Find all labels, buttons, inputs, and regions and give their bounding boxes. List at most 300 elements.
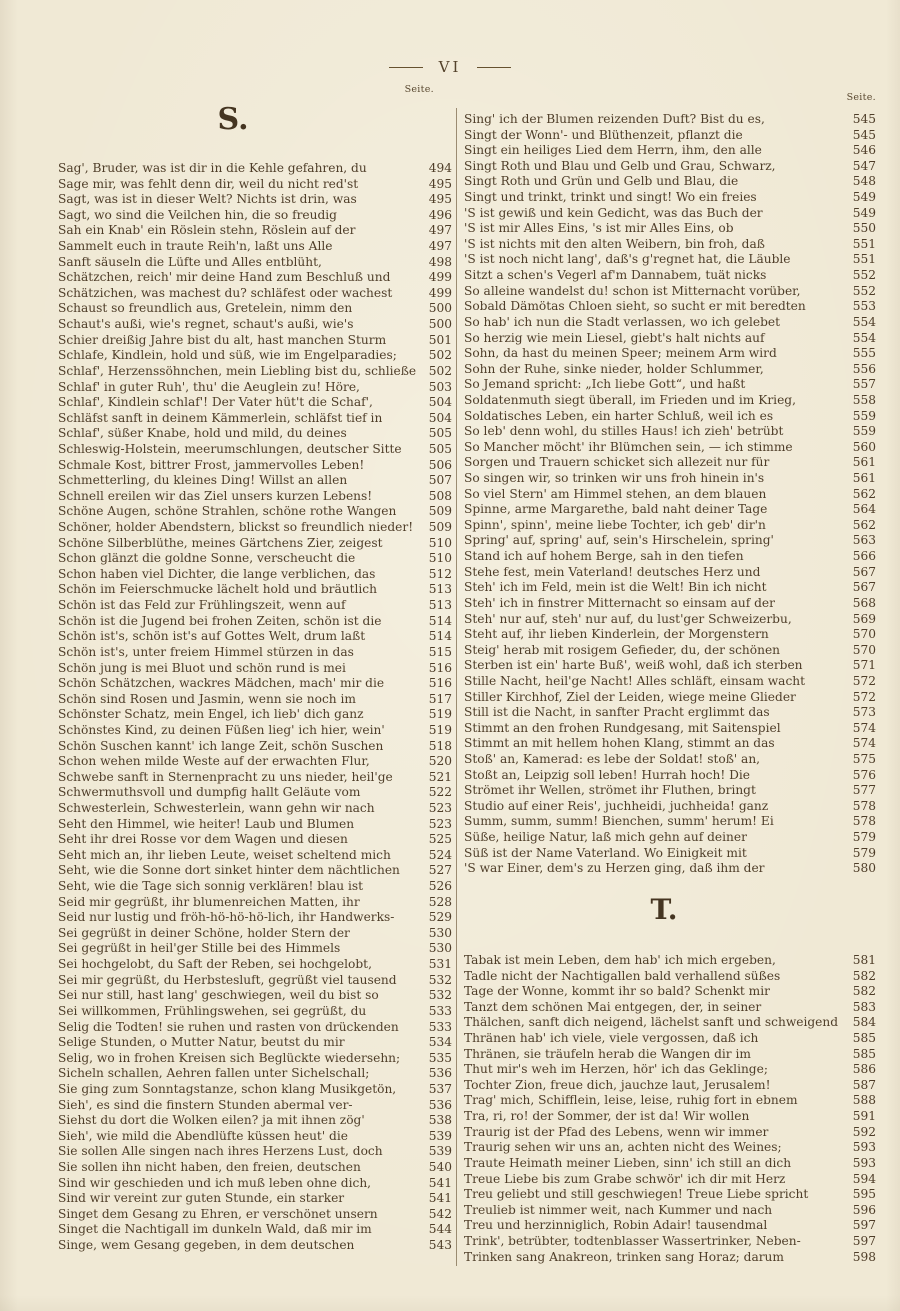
- seite-column-label-left: Seite.: [404, 84, 434, 95]
- entry-title: Steh' ich im Feld, mein ist die Welt! Bin ich nicht: [464, 580, 767, 595]
- index-entry: [58, 380, 452, 396]
- entry-page-number: 536: [428, 1066, 452, 1081]
- entry-page-number: 553: [852, 299, 876, 314]
- index-entry: [464, 1078, 876, 1094]
- entry-page-number: 594: [852, 1171, 876, 1186]
- section-heading-s: S.: [217, 102, 249, 137]
- entry-page-number: 500: [428, 317, 452, 332]
- index-entry: [58, 1098, 452, 1114]
- index-entry: [58, 1020, 452, 1036]
- entry-page-number: 532: [428, 988, 452, 1003]
- index-entry: [58, 567, 452, 583]
- entry-page-number: 533: [428, 1003, 452, 1018]
- entry-page-number: 526: [428, 879, 452, 894]
- entry-page-number: 501: [428, 332, 452, 347]
- entry-page-number: 541: [428, 1191, 452, 1206]
- index-entry: [464, 814, 876, 830]
- entry-title: Schon glänzt die goldne Sonne, verscheucht die: [58, 551, 356, 566]
- index-entry: [464, 174, 876, 190]
- entry-title: Sind wir vereint zur guten Stunde, ein starker: [58, 1191, 345, 1206]
- entry-page-number: 499: [428, 285, 452, 300]
- entry-page-number: 567: [852, 564, 876, 579]
- entry-title: Singt Roth und Blau und Gelb und Grau, Schwarz,: [464, 158, 776, 173]
- index-entry: [58, 988, 452, 1004]
- entry-title: Schon wehen milde Weste auf der erwachten Flur,: [58, 754, 370, 769]
- entry-page-number: 549: [852, 205, 876, 220]
- entry-title: Schlaf', Herzenssöhnchen, mein Liebling bist du, schließe: [58, 363, 417, 378]
- index-entry: [464, 643, 876, 659]
- entry-page-number: 554: [852, 314, 876, 329]
- entry-page-number: 578: [852, 814, 876, 829]
- index-entry: [464, 487, 876, 503]
- entry-page-number: 574: [852, 736, 876, 751]
- entry-page-number: 569: [852, 611, 876, 626]
- index-entry: [58, 614, 452, 630]
- entry-title: Sei nur still, hast lang' geschwiegen, weil du bist so: [58, 988, 379, 1003]
- entry-page-number: 504: [428, 410, 452, 425]
- index-entry: [464, 549, 876, 565]
- index-entry: [58, 739, 452, 755]
- entry-title: Seht den Himmel, wie heiter! Laub und Blumen: [58, 816, 355, 831]
- entry-title: So herzig wie mein Liesel, giebt's halt nichts auf: [464, 330, 765, 345]
- entry-page-number: 598: [852, 1249, 876, 1264]
- entry-title: Thränen, sie träufeln herab die Wangen dir im: [464, 1046, 751, 1061]
- index-entry: [58, 848, 452, 864]
- entry-page-number: 531: [428, 957, 452, 972]
- entry-title: Sicheln schallen, Aehren fallen unter Sichelschall;: [58, 1066, 370, 1081]
- entry-title: Stand ich auf hohem Berge, sah in den tiefen: [464, 549, 744, 564]
- entry-title: Singt Roth und Grün und Gelb und Blau, die: [464, 174, 739, 189]
- index-entry: [58, 551, 452, 567]
- entry-title: Traurig sehen wir uns an, achten nicht des Weines;: [464, 1140, 782, 1155]
- index-entry: [58, 895, 452, 911]
- entry-title: Singt ein heiliges Lied dem Herrn, ihm, den alle: [464, 143, 762, 158]
- index-entry: [58, 1176, 452, 1192]
- entry-title: Schön ist das Feld zur Frühlingszeit, wenn auf: [58, 598, 346, 613]
- entry-page-number: 539: [428, 1128, 452, 1143]
- entry-title: Schön Suschen kannt' ich lange Zeit, schön Suschen: [58, 738, 384, 753]
- index-entry: [464, 471, 876, 487]
- index-entry: [464, 424, 876, 440]
- entry-title: So hab' ich nun die Stadt verlassen, wo ich gelebet: [464, 314, 780, 329]
- entry-page-number: 499: [428, 270, 452, 285]
- entry-title: Schön sind Rosen und Jasmin, wenn sie noch im: [58, 691, 356, 706]
- entry-page-number: 504: [428, 395, 452, 410]
- entry-title: 'S ist mir Alles Eins, 's ist mir Alles Eins, ob: [464, 221, 734, 236]
- index-entry: [58, 286, 452, 302]
- entry-page-number: 512: [428, 566, 452, 581]
- entry-title: Seid mir gegrüßt, ihr blumenreichen Matten, ihr: [58, 894, 360, 909]
- entry-title: Steht auf, ihr lieben Kinderlein, der Morgenstern: [464, 627, 769, 642]
- entry-title: Sagt, was ist in dieser Welt? Nichts ist drin, was: [58, 192, 357, 207]
- entry-title: 'S ist noch nicht lang', daß's g'regnet hat, die Läuble: [464, 252, 791, 267]
- entry-page-number: 547: [852, 158, 876, 173]
- entry-page-number: 595: [852, 1187, 876, 1202]
- entry-title: Singet dem Gesang zu Ehren, er verschönet unsern: [58, 1206, 378, 1221]
- entry-title: Sei gegrüßt in deiner Schöne, holder Stern der: [58, 925, 350, 940]
- entry-page-number: 508: [428, 488, 452, 503]
- section-heading-t: T.: [650, 893, 678, 926]
- entry-title: Sie ging zum Sonntagstanze, schon klang Musikgetön,: [58, 1081, 397, 1096]
- index-entry: [464, 565, 876, 581]
- index-entry: [58, 785, 452, 801]
- entry-title: Schmale Kost, bittrer Frost, jammervolles Leben!: [58, 457, 365, 472]
- index-entry: [58, 863, 452, 879]
- entry-page-number: 536: [428, 1097, 452, 1112]
- entry-page-number: 559: [852, 424, 876, 439]
- entry-page-number: 498: [428, 254, 452, 269]
- index-entry: [464, 237, 876, 253]
- entry-page-number: 597: [852, 1218, 876, 1233]
- entry-page-number: 534: [428, 1035, 452, 1050]
- index-entry: [464, 596, 876, 612]
- entry-page-number: 581: [852, 953, 876, 967]
- entry-page-number: 561: [852, 455, 876, 470]
- index-entry: [464, 393, 876, 409]
- entry-page-number: 524: [428, 847, 452, 862]
- entry-title: Soldatenmuth siegt überall, im Frieden und im Krieg,: [464, 392, 796, 407]
- entry-title: Sah ein Knab' ein Röslein stehn, Röslein auf der: [58, 223, 356, 238]
- entry-title: Singt der Wonn'- und Blüthenzeit, pflanzt die: [464, 127, 743, 142]
- entry-page-number: 551: [852, 236, 876, 251]
- index-entry: [464, 1047, 876, 1063]
- index-entry: [58, 801, 452, 817]
- index-entry: [58, 520, 452, 536]
- index-entry: [58, 879, 452, 895]
- entry-title: Seht ihr drei Rosse vor dem Wagen und diesen: [58, 832, 348, 847]
- page-number: VI: [438, 58, 462, 76]
- entry-page-number: 560: [852, 439, 876, 454]
- entry-title: Schaust so freundlich aus, Gretelein, nimm den: [58, 301, 353, 316]
- entry-page-number: 525: [428, 832, 452, 847]
- index-entry: [58, 536, 452, 552]
- index-entry: [464, 612, 876, 628]
- entry-title: So leb' denn wohl, du stilles Haus! ich zieh' betrübt: [464, 424, 784, 439]
- entry-page-number: 519: [428, 722, 452, 737]
- entry-title: Schön ist's, schön ist's auf Gottes Welt, drum laßt: [58, 629, 366, 644]
- index-entry: [58, 1066, 452, 1082]
- entry-page-number: 588: [852, 1093, 876, 1108]
- index-entry: [464, 1172, 876, 1188]
- index-entry: [464, 533, 876, 549]
- entry-title: Sie sollen ihn nicht haben, den freien, deutschen: [58, 1160, 361, 1174]
- index-entry: [464, 362, 876, 378]
- entry-title: Summ, summ, summ! Bienchen, summ' herum! Ei: [464, 814, 774, 829]
- entry-page-number: 510: [428, 535, 452, 550]
- entry-page-number: 577: [852, 783, 876, 798]
- entry-page-number: 530: [428, 925, 452, 940]
- entry-page-number: 513: [428, 598, 452, 613]
- index-entry: [464, 674, 876, 690]
- index-entry: [58, 629, 452, 645]
- entry-page-number: 562: [852, 517, 876, 532]
- index-entry: [464, 1062, 876, 1078]
- index-entry: [464, 440, 876, 456]
- index-entry: [464, 1203, 876, 1219]
- entry-title: Steh' nur auf, steh' nur auf, du lust'ger Schweizerbu,: [464, 611, 792, 626]
- entry-title: 'S ist nichts mit den alten Weibern, bin froh, daß: [464, 236, 765, 251]
- index-entry: [58, 364, 452, 380]
- entry-title: Trinken sang Anakreon, trinken sang Horaz; darum: [464, 1249, 784, 1264]
- index-entry: [464, 346, 876, 362]
- entry-page-number: 502: [428, 363, 452, 378]
- index-entry: [58, 926, 452, 942]
- entry-page-number: 507: [428, 473, 452, 488]
- index-entry: [464, 128, 876, 144]
- entry-title: Tanzt dem schönen Mai entgegen, der, in seiner: [464, 999, 762, 1014]
- entry-page-number: 597: [852, 1233, 876, 1248]
- entry-title: Schmetterling, du kleines Ding! Willst an allen: [58, 473, 348, 488]
- entry-page-number: 549: [852, 190, 876, 205]
- entry-title: Schwesterlein, Schwesterlein, wann gehn wir nach: [58, 800, 375, 815]
- entry-page-number: 568: [852, 595, 876, 610]
- index-entry: [464, 455, 876, 471]
- entry-title: Sie sollen Alle singen nach ihres Herzens Lust, doch: [58, 1144, 383, 1159]
- entry-page-number: 535: [428, 1050, 452, 1065]
- index-entry: [58, 1129, 452, 1145]
- index-entry: [464, 1015, 876, 1031]
- entry-title: Schläfst sanft in deinem Kämmerlein, schläfst tief in: [58, 410, 383, 425]
- index-entry: [58, 598, 452, 614]
- entry-page-number: 530: [428, 941, 452, 956]
- index-entry: [58, 770, 452, 786]
- entry-page-number: 550: [852, 221, 876, 236]
- index-entry: [464, 221, 876, 237]
- index-entry: [58, 255, 452, 271]
- entry-title: Seht mich an, ihr lieben Leute, weiset scheltend mich: [58, 847, 391, 862]
- entry-page-number: 538: [428, 1113, 452, 1128]
- index-entry: [464, 331, 876, 347]
- entry-title: Spring' auf, spring' auf, sein's Hirschelein, spring': [464, 533, 774, 548]
- index-entry: [464, 783, 876, 799]
- index-entry: [464, 159, 876, 175]
- entry-title: Stille Nacht, heil'ge Nacht! Alles schläft, einsam wacht: [464, 673, 806, 688]
- entry-page-number: 585: [852, 1031, 876, 1046]
- entry-page-number: 516: [428, 676, 452, 691]
- entry-page-number: 558: [852, 392, 876, 407]
- index-entry: [464, 299, 876, 315]
- index-entry: [464, 518, 876, 534]
- entry-title: Selig, wo in frohen Kreisen sich Beglückte wiedersehn;: [58, 1050, 401, 1065]
- entry-page-number: 586: [852, 1062, 876, 1077]
- entry-title: Stiller Kirchhof, Ziel der Leiden, wiege meine Glieder: [464, 689, 796, 704]
- index-entry: [58, 957, 452, 973]
- folio-rule-left: [389, 67, 423, 68]
- entry-title: Stimmt an mit hellem hohen Klang, stimmt an das: [464, 736, 775, 751]
- index-entry: [464, 1250, 876, 1266]
- entry-page-number: 543: [428, 1238, 452, 1253]
- entry-title: Schätzchen, reich' mir deine Hand zum Beschluß und: [58, 270, 391, 285]
- entry-page-number: 529: [428, 910, 452, 925]
- entry-title: Singt und trinkt, trinkt und singt! Wo ein freies: [464, 190, 757, 205]
- entry-title: Schlaf', süßer Knabe, hold und mild, du deines: [58, 426, 347, 441]
- index-entry: [58, 754, 452, 770]
- index-entry: [58, 192, 452, 208]
- entry-page-number: 495: [428, 176, 452, 191]
- entry-title: Schöne Augen, schöne Strahlen, schöne rothe Wangen: [58, 504, 397, 519]
- index-entry: [58, 395, 452, 411]
- entry-page-number: 540: [428, 1160, 452, 1174]
- entry-page-number: 582: [852, 968, 876, 983]
- entry-title: Sanft säuseln die Lüfte und Alles entblüht,: [58, 254, 322, 269]
- entry-title: Süße, heilige Natur, laß mich gehn auf deiner: [464, 830, 747, 845]
- entry-page-number: 592: [852, 1124, 876, 1139]
- entry-title: Sieh', wie mild die Abendlüfte küssen heut' die: [58, 1128, 348, 1143]
- entry-page-number: 551: [852, 252, 876, 267]
- entry-page-number: 505: [428, 426, 452, 441]
- entry-page-number: 542: [428, 1206, 452, 1221]
- index-entry: [58, 473, 452, 489]
- entry-page-number: 587: [852, 1077, 876, 1092]
- entry-page-number: 572: [852, 689, 876, 704]
- entry-title: Schön ist's, unter freiem Himmel stürzen in das: [58, 644, 354, 659]
- entry-page-number: 591: [852, 1109, 876, 1124]
- entry-title: Stehe fest, mein Vaterland! deutsches Herz und: [464, 564, 761, 579]
- entry-page-number: 579: [852, 845, 876, 860]
- index-entry: [464, 690, 876, 706]
- entry-page-number: 545: [852, 112, 876, 126]
- index-entry: [464, 1109, 876, 1125]
- index-entry: [58, 817, 452, 833]
- entry-page-number: 509: [428, 504, 452, 519]
- entry-title: 'S ist gewiß und kein Gedicht, was das Buch der: [464, 205, 763, 220]
- entry-title: Trag' mich, Schifflein, leise, leise, ruhig fort in ebnem: [464, 1093, 798, 1108]
- entry-page-number: 579: [852, 830, 876, 845]
- index-entry: [464, 1031, 876, 1047]
- index-entry: [464, 502, 876, 518]
- index-entry: [464, 721, 876, 737]
- entry-page-number: 520: [428, 754, 452, 769]
- entry-title: Sieh', es sind die finstern Stunden abermal ver-: [58, 1097, 353, 1112]
- entry-title: Studio auf einer Reis', juchheidi, juchheida! ganz: [464, 798, 769, 813]
- entry-title: Steh' ich in finstrer Mitternacht so einsam auf der: [464, 595, 775, 610]
- index-entry: [58, 239, 452, 255]
- entry-title: Schön Schätzchen, wackres Mädchen, mach' mir die: [58, 676, 385, 691]
- index-entry: [58, 1191, 452, 1207]
- index-entry: [464, 268, 876, 284]
- entry-title: Thränen hab' ich viele, viele vergossen, daß ich: [464, 1031, 759, 1046]
- entry-title: Singet die Nachtigall im dunkeln Wald, daß mir im: [58, 1222, 372, 1237]
- entry-title: Still ist die Nacht, in sanfter Pracht erglimmt das: [464, 705, 770, 720]
- entry-title: Sei gegrüßt in heil'ger Stille bei des Himmels: [58, 941, 341, 956]
- entry-title: Schleswig-Holstein, meerumschlungen, deutscher Sitte: [58, 441, 402, 456]
- entry-title: Selig die Todten! sie ruhen und rasten von drückenden: [58, 1019, 399, 1034]
- entry-title: Stoßt an, Leipzig soll leben! Hurrah hoch! Die: [464, 767, 751, 782]
- index-entry: [464, 143, 876, 159]
- entry-page-number: 593: [852, 1140, 876, 1155]
- entry-page-number: 544: [428, 1222, 452, 1237]
- index-entry: [464, 1140, 876, 1156]
- index-entry: [58, 1082, 452, 1098]
- index-entry: [58, 208, 452, 224]
- index-entry: [464, 252, 876, 268]
- entry-title: Stimmt an den frohen Rundgesang, mit Saitenspiel: [464, 720, 781, 735]
- entry-page-number: 593: [852, 1155, 876, 1170]
- index-entry: [464, 1000, 876, 1016]
- page-folio: [0, 58, 900, 76]
- entry-page-number: 572: [852, 673, 876, 688]
- entry-title: Schon haben viel Dichter, die lange verblichen, das: [58, 566, 376, 581]
- entry-title: Treue Liebe bis zum Grabe schwör' ich dir mit Herz: [464, 1171, 786, 1186]
- entry-title: Sagt, wo sind die Veilchen hin, die so freudig: [58, 207, 337, 222]
- entry-page-number: 514: [428, 613, 452, 628]
- entry-page-number: 556: [852, 361, 876, 376]
- index-entry: [464, 861, 876, 877]
- index-entry: [58, 489, 452, 505]
- entry-page-number: 545: [852, 127, 876, 142]
- entry-page-number: 578: [852, 798, 876, 813]
- entry-page-number: 555: [852, 346, 876, 361]
- entry-page-number: 567: [852, 580, 876, 595]
- entry-page-number: 552: [852, 268, 876, 283]
- entry-page-number: 585: [852, 1046, 876, 1061]
- index-entry: [464, 1218, 876, 1234]
- entry-title: Stoß' an, Kamerad: es lebe der Soldat! stoß' an,: [464, 751, 761, 766]
- entry-title: Schön im Feierschmucke lächelt hold und bräutlich: [58, 582, 377, 597]
- entry-title: Sohn, da hast du meinen Speer; meinem Arm wird: [464, 346, 777, 361]
- entry-title: Süß ist der Name Vaterland. Wo Einigkeit mit: [464, 845, 747, 860]
- index-entry: [58, 177, 452, 193]
- index-entry: [58, 1004, 452, 1020]
- entry-page-number: 495: [428, 192, 452, 207]
- entry-title: Tra, ri, ro! der Sommer, der ist da! Wir wollen: [464, 1109, 750, 1124]
- index-entry: [464, 627, 876, 643]
- entry-title: Sei willkommen, Frühlingswehen, sei gegrüßt, du: [58, 1003, 367, 1018]
- entry-page-number: 502: [428, 348, 452, 363]
- entry-title: Sobald Dämötas Chloen sieht, so sucht er mit beredten: [464, 299, 806, 314]
- index-column-right-t: [464, 953, 876, 1265]
- entry-title: Seid nur lustig und fröh-hö-hö-hö-lich, ihr Handwerks-: [58, 910, 395, 925]
- entry-title: Schwermuthsvoll und dumpfig hallt Geläute vom: [58, 785, 361, 800]
- entry-page-number: 513: [428, 582, 452, 597]
- index-entry: [58, 442, 452, 458]
- entry-page-number: 552: [852, 283, 876, 298]
- index-entry: [464, 377, 876, 393]
- entry-page-number: 514: [428, 629, 452, 644]
- index-entry: [58, 1207, 452, 1223]
- index-entry: [464, 705, 876, 721]
- entry-title: Sorgen und Trauern schicket sich allezeit nur für: [464, 455, 770, 470]
- entry-title: Spinn', spinn', meine liebe Tochter, ich geb' dir'n: [464, 517, 766, 532]
- entry-title: Thälchen, sanft dich neigend, lächelst sanft und schweigend: [464, 1015, 839, 1030]
- index-entry: [58, 1222, 452, 1238]
- entry-title: Sei hochgelobt, du Saft der Reben, sei hochgelobt,: [58, 957, 372, 972]
- index-entry: [58, 582, 452, 598]
- entry-title: Steig' herab mit rosigem Gefieder, du, der schönen: [464, 642, 781, 657]
- index-entry: [58, 707, 452, 723]
- entry-page-number: 566: [852, 549, 876, 564]
- entry-page-number: 527: [428, 863, 452, 878]
- index-entry: [464, 799, 876, 815]
- entry-title: Trink', betrübter, todtenblasser Wassertrinker, Neben-: [464, 1233, 801, 1248]
- entry-page-number: 521: [428, 769, 452, 784]
- index-entry: [464, 284, 876, 300]
- index-entry: [464, 752, 876, 768]
- entry-title: Schlafe, Kindlein, hold und süß, wie im Engelparadies;: [58, 348, 397, 363]
- entry-page-number: 573: [852, 705, 876, 720]
- entry-page-number: 523: [428, 800, 452, 815]
- index-entry: [58, 270, 452, 286]
- entry-page-number: 559: [852, 408, 876, 423]
- entry-page-number: 518: [428, 738, 452, 753]
- entry-page-number: 500: [428, 301, 452, 316]
- entry-title: So alleine wandelst du! schon ist Mitternacht vorüber,: [464, 283, 801, 298]
- entry-page-number: 571: [852, 658, 876, 673]
- entry-title: Thut mir's weh im Herzen, hör' ich das Geklinge;: [464, 1062, 768, 1077]
- entry-page-number: 564: [852, 502, 876, 517]
- entry-title: Schön jung is mei Bluot und schön rund is mei: [58, 660, 346, 675]
- entry-title: Traute Heimath meiner Lieben, sinn' ich still an dich: [464, 1155, 792, 1170]
